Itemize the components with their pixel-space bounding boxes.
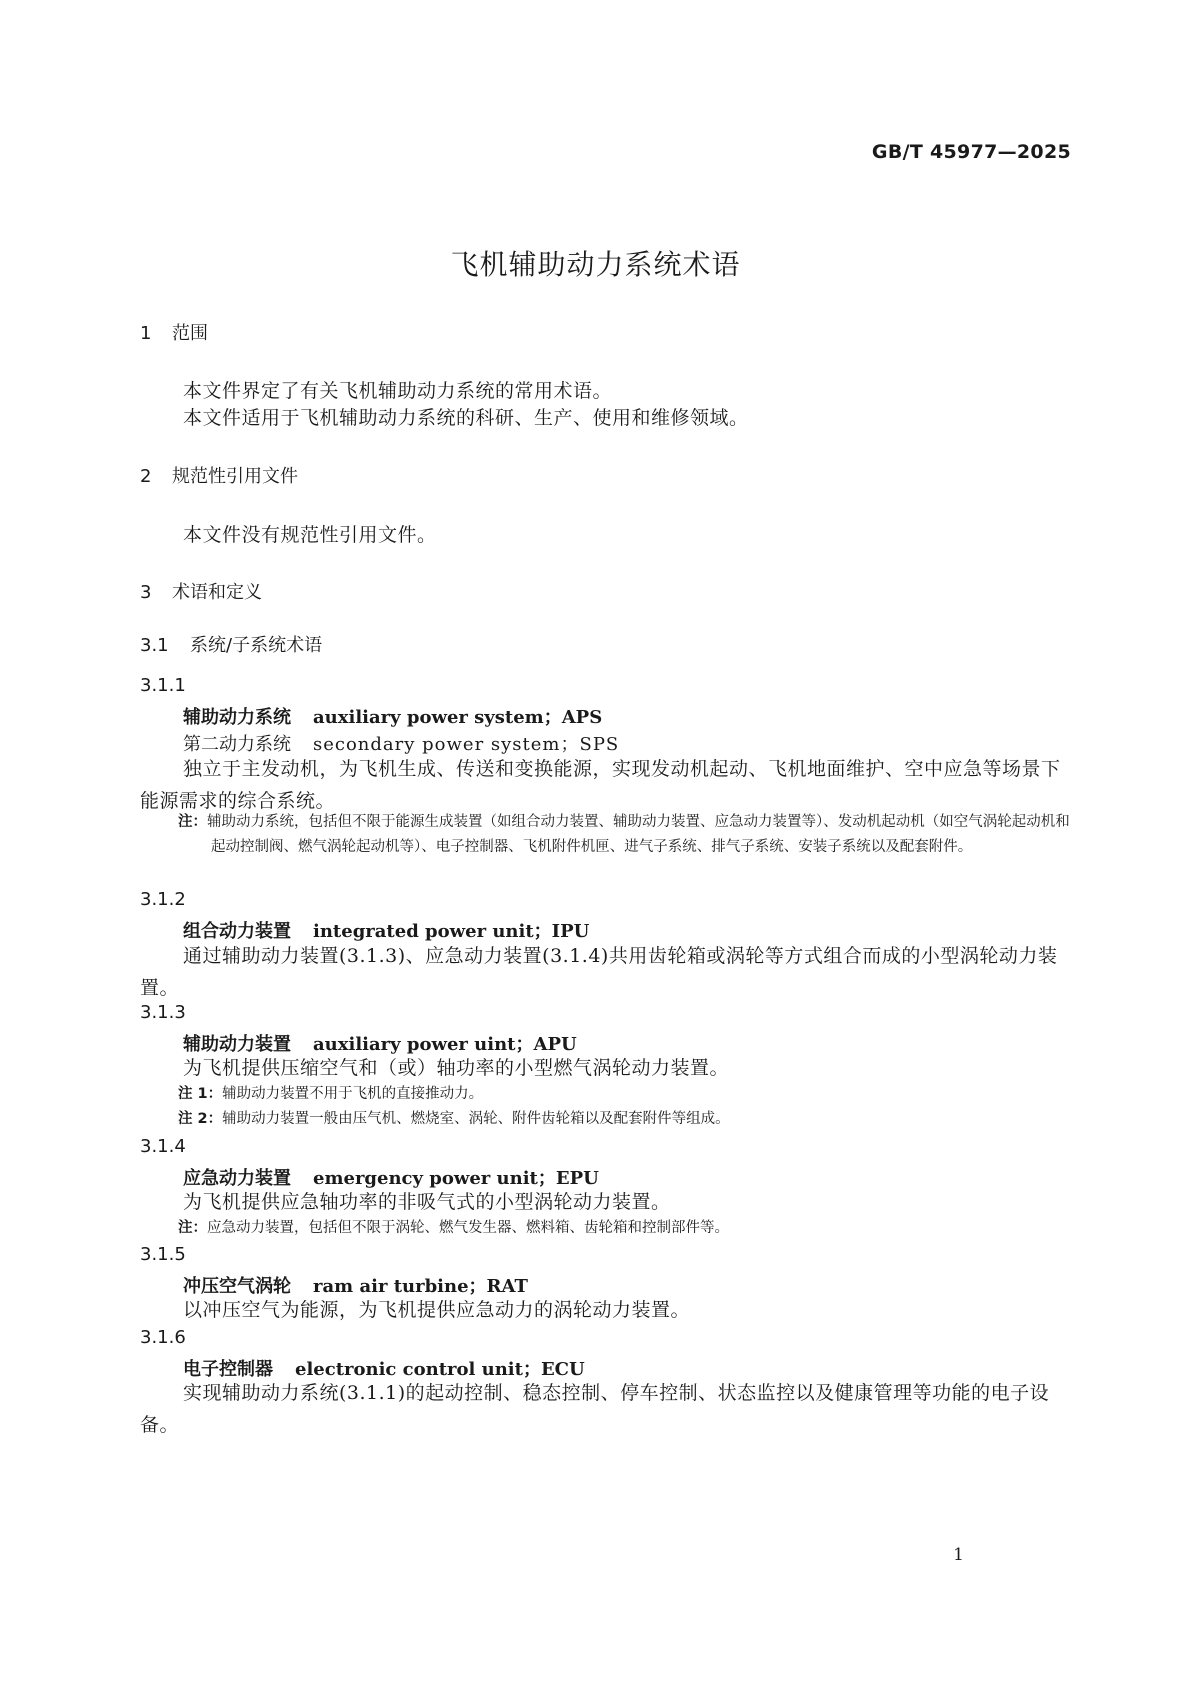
term-definition: 实现辅助动力系统(3.1.1)的起动控制、稳态控制、停车控制、状态监控以及健康管理等功能的电子设备。 [140,1382,1050,1436]
admitted-term-zh: 第二动力系统 [183,734,291,755]
term-definition: 为飞机提供压缩空气和（或）轴功率的小型燃气涡轮动力装置。 [183,1057,730,1079]
term-zh: 冲压空气涡轮 [183,1276,291,1297]
section-title: 术语和定义 [172,582,262,603]
section-heading [140,462,298,488]
term-number: 3.1.6 [140,1327,186,1348]
term-en: emergency power unit；EPU [313,1168,599,1189]
standard-number: GB/T 45977—2025 [871,141,1071,163]
term-number: 3.1.4 [140,1136,186,1157]
note-label: 注 2： [178,1111,223,1127]
document-title: 飞机辅助动力系统术语 [450,248,741,281]
term-en: integrated power unit；IPU [313,921,590,942]
term-definition: 独立于主发动机，为飞机生成、传送和变换能源，实现发动机起动、飞机地面维护、空中应急等场景下能源需求的综合系统。 [140,758,1061,812]
note-label: 注： [178,1220,207,1236]
term-zh: 电子控制器 [183,1359,273,1380]
term-zh: 辅助动力系统 [183,707,291,728]
section-number: 3 [140,582,152,603]
paragraph: 本文件界定了有关飞机辅助动力系统的常用术语。 [183,380,613,402]
term-note [178,1107,730,1132]
term-en: ram air turbine；RAT [313,1276,528,1297]
section-title: 范围 [172,323,208,344]
paragraph: 本文件适用于飞机辅助动力系统的科研、生产、使用和维修领域。 [183,407,749,429]
note-text: 应急动力装置，包括但不限于涡轮、燃气发生器、燃料箱、齿轮箱和控制部件等。 [207,1220,729,1236]
section-number: 2 [140,466,152,487]
page-number: 1 [953,1545,964,1565]
term-zh: 应急动力装置 [183,1168,291,1189]
note-text: 辅助动力装置不用于飞机的直接推动力。 [222,1086,484,1102]
note-text: 辅助动力装置一般由压气机、燃烧室、涡轮、附件齿轮箱以及配套附件等组成。 [222,1111,730,1127]
section-number: 3.1 [140,635,169,656]
term-zh: 组合动力装置 [183,921,291,942]
term-number: 3.1.2 [140,889,186,910]
note-label: 注 1： [178,1086,223,1102]
term-number: 3.1.5 [140,1244,186,1265]
term-definition: 为飞机提供应急轴功率的非吸气式的小型涡轮动力装置。 [183,1191,671,1213]
term-entry [183,703,602,729]
note-text: 辅助动力系统，包括但不限于能源生成装置（如组合动力装置、辅助动力装置、应急动力装置等）、发动机起动机（如空气涡轮起动机和起动控制阀、燃气涡轮起动机等）、电子控制器、飞机附件机匣、进气子系统、排气子系统、安装子系统以及配套附件。 [207,814,1070,855]
section-heading [140,578,262,604]
term-en: auxiliary power uint；APU [313,1034,577,1055]
term-definition: 以冲压空气为能源，为飞机提供应急动力的涡轮动力装置。 [183,1299,691,1321]
note-label: 注： [178,814,207,830]
term-en: electronic control unit；ECU [295,1359,585,1380]
term-zh: 辅助动力装置 [183,1034,291,1055]
term-note [178,810,1071,860]
section-title: 规范性引用文件 [172,466,298,487]
section-title: 系统/子系统术语 [190,635,323,656]
section-number: 1 [140,323,152,344]
paragraph: 本文件没有规范性引用文件。 [183,524,437,546]
admitted-term-en: secondary power system；SPS [313,734,620,755]
subsection-heading [140,631,322,657]
term-en: auxiliary power system；APS [313,707,603,728]
section-heading [140,319,208,345]
term-note [178,1082,483,1107]
term-number: 3.1.1 [140,675,186,696]
term-definition: 通过辅助动力装置(3.1.3)、应急动力装置(3.1.4)共用齿轮箱或涡轮等方式组合而成的小型涡轮动力装置。 [140,945,1058,999]
term-note [178,1216,729,1241]
term-number: 3.1.3 [140,1002,186,1023]
